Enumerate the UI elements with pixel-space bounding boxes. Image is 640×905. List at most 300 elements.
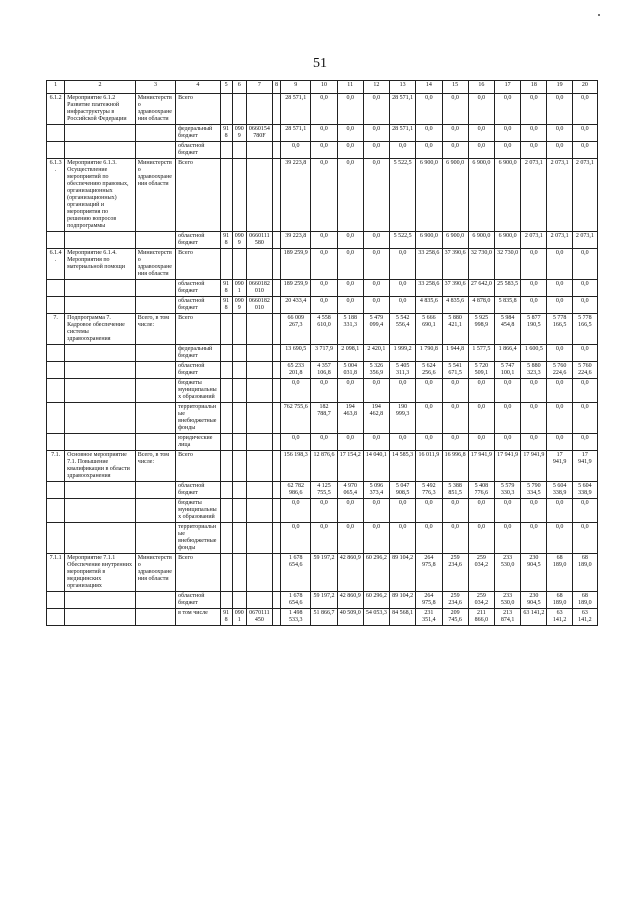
value-cell: 264 975,8	[416, 592, 442, 609]
value-cell: 0,0	[468, 403, 494, 434]
value-cell: 20 433,4	[281, 297, 311, 314]
value-cell: 4 558 610,0	[311, 314, 337, 345]
header-cell: 17	[494, 81, 520, 94]
budget-code-cell: 0909	[232, 232, 246, 249]
budget-code-cell: 0909	[232, 297, 246, 314]
header-cell: 9	[281, 81, 311, 94]
value-cell: 2 073,1	[547, 232, 572, 249]
value-cell: 1 944,8	[442, 345, 468, 362]
budget-code-cell	[273, 314, 281, 345]
value-cell: 0,0	[337, 142, 363, 159]
value-cell: 0,0	[416, 94, 442, 125]
value-cell: 0,0	[363, 159, 389, 232]
value-cell: 0,0	[363, 297, 389, 314]
executor-cell	[135, 232, 175, 249]
table-row	[47, 379, 598, 403]
table-row	[47, 280, 598, 297]
value-cell: 0,0	[547, 523, 572, 554]
funding-source-cell: областной бюджет	[176, 142, 220, 159]
value-cell: 0,0	[547, 142, 572, 159]
value-cell: 68 189,0	[572, 592, 597, 609]
value-cell: 5 522,5	[390, 232, 416, 249]
funding-source-cell: Всего	[176, 159, 220, 232]
executor-cell: Всего, в том числе:	[135, 314, 175, 345]
budget-code-cell	[246, 499, 272, 523]
value-cell: 0,0	[572, 523, 597, 554]
measure-name-cell	[65, 142, 136, 159]
value-cell: 0,0	[494, 125, 520, 142]
budget-code-cell	[220, 94, 232, 125]
value-cell: 42 860,9	[337, 554, 363, 592]
value-cell: 65 233 201,8	[281, 362, 311, 379]
budget-code-cell: 0909	[232, 125, 246, 142]
value-cell: 17 941,9	[468, 451, 494, 482]
value-cell: 0,0	[337, 499, 363, 523]
header-cell: 15	[442, 81, 468, 94]
budget-code-cell	[273, 362, 281, 379]
value-cell: 62 782 986,6	[281, 482, 311, 499]
value-cell: 0,0	[281, 523, 311, 554]
budget-code-cell	[220, 554, 232, 592]
value-cell: 0,0	[521, 434, 547, 451]
header-cell: 8	[273, 81, 281, 94]
measure-name-cell	[65, 362, 136, 379]
value-cell: 0,0	[521, 125, 547, 142]
budget-code-cell: 0660182010	[246, 297, 272, 314]
budget-code-cell	[246, 592, 272, 609]
funding-source-cell: Всего	[176, 249, 220, 280]
header-cell: 20	[572, 81, 597, 94]
budget-code-cell: 0660182010	[246, 280, 272, 297]
row-number-cell	[47, 297, 65, 314]
row-number-cell	[47, 345, 65, 362]
budget-code-cell	[220, 142, 232, 159]
value-cell: 0,0	[311, 379, 337, 403]
value-cell: 0,0	[390, 249, 416, 280]
value-cell: 4 357 106,8	[311, 362, 337, 379]
value-cell: 5 604 338,9	[572, 482, 597, 499]
budget-code-cell: 0670111450	[246, 609, 272, 626]
value-cell: 259 034,2	[468, 592, 494, 609]
measure-name-cell	[65, 609, 136, 626]
value-cell: 0,0	[311, 523, 337, 554]
value-cell: 16 011,9	[416, 451, 442, 482]
measure-name-cell: Мероприятие 6.1.2 Развитие платежной инфраструктуры в Российской Федерации	[65, 94, 136, 125]
budget-code-cell	[246, 345, 272, 362]
budget-code-cell	[273, 94, 281, 125]
budget-code-cell	[220, 482, 232, 499]
budget-code-cell: 918	[220, 280, 232, 297]
table-row	[47, 451, 598, 482]
row-number-cell: 7.	[47, 314, 65, 345]
measure-name-cell	[65, 482, 136, 499]
value-cell: 59 197,2	[311, 592, 337, 609]
budget-code-cell	[273, 434, 281, 451]
value-cell: 0,0	[572, 249, 597, 280]
budget-code-cell	[220, 345, 232, 362]
value-cell: 28 571,1	[390, 125, 416, 142]
value-cell: 5 047 908,5	[390, 482, 416, 499]
header-cell: 7	[246, 81, 272, 94]
value-cell: 32 730,0	[468, 249, 494, 280]
value-cell: 0,0	[390, 523, 416, 554]
value-cell: 0,0	[363, 379, 389, 403]
value-cell: 0,0	[416, 499, 442, 523]
value-cell: 0,0	[416, 434, 442, 451]
measure-name-cell: Подпрограмма 7. Кадровое обеспечение системы здравоохранения	[65, 314, 136, 345]
executor-cell: Министерство здравоохранения области	[135, 159, 175, 232]
value-cell: 0,0	[311, 297, 337, 314]
value-cell: 5 778 166,5	[547, 314, 572, 345]
value-cell: 5 720 509,1	[468, 362, 494, 379]
row-number-cell	[47, 362, 65, 379]
budget-code-cell	[246, 434, 272, 451]
value-cell: 5 541 671,5	[442, 362, 468, 379]
budget-code-cell	[273, 159, 281, 232]
value-cell: 0,0	[547, 249, 572, 280]
value-cell: 0,0	[468, 94, 494, 125]
value-cell: 5 604 338,9	[547, 482, 572, 499]
value-cell: 0,0	[572, 280, 597, 297]
value-cell: 0,0	[363, 434, 389, 451]
value-cell: 0,0	[363, 232, 389, 249]
budget-code-cell: 918	[220, 609, 232, 626]
value-cell: 0,0	[521, 142, 547, 159]
funding-source-cell: территориальные внебюджетные фонды	[176, 403, 220, 434]
value-cell: 0,0	[494, 94, 520, 125]
value-cell: 6 900,0	[468, 159, 494, 232]
value-cell: 5 747 100,1	[494, 362, 520, 379]
value-cell: 6 900,0	[416, 232, 442, 249]
executor-cell	[135, 523, 175, 554]
value-cell: 0,0	[468, 499, 494, 523]
value-cell: 5 326 356,9	[363, 362, 389, 379]
value-cell: 0,0	[494, 434, 520, 451]
value-cell: 0,0	[337, 434, 363, 451]
value-cell: 66 009 267,3	[281, 314, 311, 345]
value-cell: 0,0	[311, 499, 337, 523]
budget-code-cell	[273, 592, 281, 609]
executor-cell	[135, 434, 175, 451]
budget-code-cell	[273, 554, 281, 592]
budget-code-cell	[273, 280, 281, 297]
budget-code-cell	[246, 142, 272, 159]
budget-code-cell: 918	[220, 297, 232, 314]
value-cell: 14 585,3	[390, 451, 416, 482]
value-cell: 1 577,5	[468, 345, 494, 362]
value-cell: 259 234,6	[442, 554, 468, 592]
budget-code-cell	[273, 142, 281, 159]
budget-code-cell	[220, 379, 232, 403]
scan-speck	[598, 14, 600, 16]
budget-code-cell	[273, 403, 281, 434]
value-cell: 68 189,0	[572, 554, 597, 592]
budget-code-cell	[246, 94, 272, 125]
budget-code-cell: 0660154780F	[246, 125, 272, 142]
value-cell: 264 975,8	[416, 554, 442, 592]
value-cell: 6 900,0	[468, 232, 494, 249]
table-body	[47, 94, 598, 626]
value-cell: 189 259,9	[281, 249, 311, 280]
value-cell: 0,0	[390, 280, 416, 297]
value-cell: 17 154,2	[337, 451, 363, 482]
value-cell: 5 188 331,3	[337, 314, 363, 345]
budget-table	[46, 80, 598, 626]
value-cell: 189 259,9	[281, 280, 311, 297]
row-number-cell: 6.1.2	[47, 94, 65, 125]
budget-code-cell: 0660111580	[246, 232, 272, 249]
value-cell: 5 877 190,5	[521, 314, 547, 345]
budget-code-cell	[220, 249, 232, 280]
value-cell: 211 866,0	[468, 609, 494, 626]
row-number-cell: 6.1.3.	[47, 159, 65, 232]
value-cell: 230 904,5	[521, 554, 547, 592]
value-cell: 32 730,0	[494, 249, 520, 280]
budget-code-cell	[220, 434, 232, 451]
value-cell: 0,0	[416, 523, 442, 554]
value-cell: 0,0	[494, 403, 520, 434]
budget-code-cell	[232, 523, 246, 554]
header-cell: 6	[232, 81, 246, 94]
executor-cell: Всего, в том числе:	[135, 451, 175, 482]
executor-cell	[135, 499, 175, 523]
value-cell: 6 900,0	[416, 159, 442, 232]
budget-code-cell	[246, 159, 272, 232]
budget-code-cell	[246, 314, 272, 345]
budget-code-cell	[273, 125, 281, 142]
value-cell: 63 141,2	[572, 609, 597, 626]
value-cell: 28 571,1	[281, 125, 311, 142]
funding-source-cell: областной бюджет	[176, 232, 220, 249]
value-cell: 0,0	[468, 523, 494, 554]
header-row	[47, 81, 598, 94]
header-cell: 16	[468, 81, 494, 94]
value-cell: 0,0	[494, 142, 520, 159]
funding-source-cell: областной бюджет	[176, 362, 220, 379]
value-cell: 0,0	[521, 249, 547, 280]
value-cell: 2 073,1	[572, 159, 597, 232]
value-cell: 233 530,0	[494, 592, 520, 609]
budget-code-cell	[232, 249, 246, 280]
budget-code-cell	[232, 451, 246, 482]
budget-code-cell	[220, 451, 232, 482]
value-cell: 5 388 851,5	[442, 482, 468, 499]
funding-source-cell: в том числе	[176, 609, 220, 626]
budget-code-cell	[273, 609, 281, 626]
executor-cell	[135, 142, 175, 159]
value-cell: 68 189,0	[547, 554, 572, 592]
budget-code-cell	[246, 482, 272, 499]
budget-code-cell	[273, 232, 281, 249]
header-cell: 18	[521, 81, 547, 94]
value-cell: 0,0	[468, 434, 494, 451]
value-cell: 5 880 323,3	[521, 362, 547, 379]
value-cell: 28 571,1	[390, 94, 416, 125]
value-cell: 5 880 421,1	[442, 314, 468, 345]
value-cell: 17 941,9	[494, 451, 520, 482]
budget-code-cell	[273, 499, 281, 523]
budget-code-cell	[232, 403, 246, 434]
table-row	[47, 159, 598, 232]
value-cell: 0,0	[363, 523, 389, 554]
row-number-cell: 7.1.	[47, 451, 65, 482]
value-cell: 194 462,8	[363, 403, 389, 434]
value-cell: 4 835,6	[442, 297, 468, 314]
value-cell: 190 999,3	[390, 403, 416, 434]
value-cell: 0,0	[311, 280, 337, 297]
header-cell: 11	[337, 81, 363, 94]
value-cell: 2 073,1	[521, 232, 547, 249]
value-cell: 0,0	[337, 297, 363, 314]
value-cell: 33 258,6	[416, 280, 442, 297]
budget-code-cell	[273, 523, 281, 554]
measure-name-cell: Основное мероприятие 7.1. Повышение квалификации в области здравоохранения	[65, 451, 136, 482]
value-cell: 89 104,2	[390, 592, 416, 609]
value-cell: 4 970 065,4	[337, 482, 363, 499]
value-cell: 63 141,2	[521, 609, 547, 626]
value-cell: 0,0	[390, 379, 416, 403]
value-cell: 2 420,1	[363, 345, 389, 362]
table-row	[47, 523, 598, 554]
header-cell: 3	[135, 81, 175, 94]
executor-cell: Министерство здравоохранения области	[135, 554, 175, 592]
value-cell: 0,0	[572, 142, 597, 159]
value-cell: 0,0	[572, 94, 597, 125]
measure-name-cell	[65, 523, 136, 554]
value-cell: 0,0	[337, 159, 363, 232]
header-cell: 5	[220, 81, 232, 94]
value-cell: 42 860,9	[337, 592, 363, 609]
value-cell: 37 390,6	[442, 280, 468, 297]
executor-cell	[135, 125, 175, 142]
value-cell: 0,0	[494, 379, 520, 403]
measure-name-cell	[65, 345, 136, 362]
value-cell: 0,0	[337, 94, 363, 125]
header-cell: 2	[65, 81, 136, 94]
funding-source-cell: федеральный бюджет	[176, 345, 220, 362]
value-cell: 14 040,1	[363, 451, 389, 482]
value-cell: 17 941,9	[521, 451, 547, 482]
table-row	[47, 499, 598, 523]
value-cell: 0,0	[572, 434, 597, 451]
value-cell: 0,0	[363, 499, 389, 523]
value-cell: 5 542 556,4	[390, 314, 416, 345]
value-cell: 0,0	[281, 142, 311, 159]
value-cell: 0,0	[494, 499, 520, 523]
value-cell: 4 878,0	[468, 297, 494, 314]
funding-source-cell: бюджеты муниципальных образований	[176, 499, 220, 523]
funding-source-cell: федеральный бюджет	[176, 125, 220, 142]
value-cell: 0,0	[521, 280, 547, 297]
measure-name-cell: Мероприятие 6.1.4. Мероприятия по материальной помощи	[65, 249, 136, 280]
budget-code-cell	[246, 249, 272, 280]
value-cell: 5 522,5	[390, 159, 416, 232]
row-number-cell	[47, 609, 65, 626]
budget-code-cell	[220, 403, 232, 434]
value-cell: 5 790 334,5	[521, 482, 547, 499]
value-cell: 0,0	[572, 403, 597, 434]
value-cell: 6 900,0	[494, 159, 520, 232]
value-cell: 259 234,6	[442, 592, 468, 609]
value-cell: 0,0	[337, 523, 363, 554]
value-cell: 0,0	[442, 499, 468, 523]
table-row	[47, 232, 598, 249]
funding-source-cell: юридические лица	[176, 434, 220, 451]
measure-name-cell	[65, 125, 136, 142]
header-cell: 14	[416, 81, 442, 94]
value-cell: 5 579 330,3	[494, 482, 520, 499]
value-cell: 6 900,0	[494, 232, 520, 249]
value-cell: 762 755,6	[281, 403, 311, 434]
value-cell: 0,0	[521, 523, 547, 554]
value-cell: 5 479 099,4	[363, 314, 389, 345]
value-cell: 0,0	[281, 379, 311, 403]
budget-code-cell: 918	[220, 232, 232, 249]
value-cell: 0,0	[416, 125, 442, 142]
header-cell: 19	[547, 81, 572, 94]
value-cell: 0,0	[521, 403, 547, 434]
value-cell: 1 866,4	[494, 345, 520, 362]
value-cell: 1 600,5	[521, 345, 547, 362]
table-row	[47, 314, 598, 345]
value-cell: 6 900,0	[442, 232, 468, 249]
measure-name-cell	[65, 232, 136, 249]
table-row	[47, 94, 598, 125]
value-cell: 209 745,6	[442, 609, 468, 626]
value-cell: 5 760 224,6	[547, 362, 572, 379]
value-cell: 0,0	[547, 345, 572, 362]
table-row	[47, 362, 598, 379]
value-cell: 6 900,0	[442, 159, 468, 232]
value-cell: 13 690,5	[281, 345, 311, 362]
value-cell: 0,0	[442, 523, 468, 554]
value-cell: 37 390,6	[442, 249, 468, 280]
value-cell: 5 624 256,6	[416, 362, 442, 379]
measure-name-cell	[65, 280, 136, 297]
value-cell: 0,0	[311, 434, 337, 451]
value-cell: 0,0	[442, 142, 468, 159]
budget-code-cell: 0901	[232, 280, 246, 297]
value-cell: 5 408 776,6	[468, 482, 494, 499]
value-cell: 0,0	[547, 434, 572, 451]
value-cell: 0,0	[363, 94, 389, 125]
value-cell: 25 583,5	[494, 280, 520, 297]
table-row	[47, 142, 598, 159]
measure-name-cell	[65, 403, 136, 434]
value-cell: 0,0	[468, 379, 494, 403]
executor-cell	[135, 609, 175, 626]
value-cell: 0,0	[442, 434, 468, 451]
executor-cell	[135, 297, 175, 314]
budget-code-cell	[220, 159, 232, 232]
funding-source-cell: Всего	[176, 451, 220, 482]
value-cell: 259 034,2	[468, 554, 494, 592]
value-cell: 54 053,3	[363, 609, 389, 626]
value-cell: 0,0	[363, 142, 389, 159]
value-cell: 84 568,1	[390, 609, 416, 626]
value-cell: 0,0	[311, 94, 337, 125]
budget-code-cell	[246, 403, 272, 434]
value-cell: 2 073,1	[572, 232, 597, 249]
funding-source-cell: территориальные внебюджетные фонды	[176, 523, 220, 554]
funding-source-cell: Всего	[176, 554, 220, 592]
funding-source-cell: областной бюджет	[176, 592, 220, 609]
value-cell: 0,0	[337, 379, 363, 403]
value-cell: 0,0	[572, 297, 597, 314]
value-cell: 0,0	[521, 499, 547, 523]
value-cell: 5 096 373,4	[363, 482, 389, 499]
value-cell: 0,0	[363, 280, 389, 297]
